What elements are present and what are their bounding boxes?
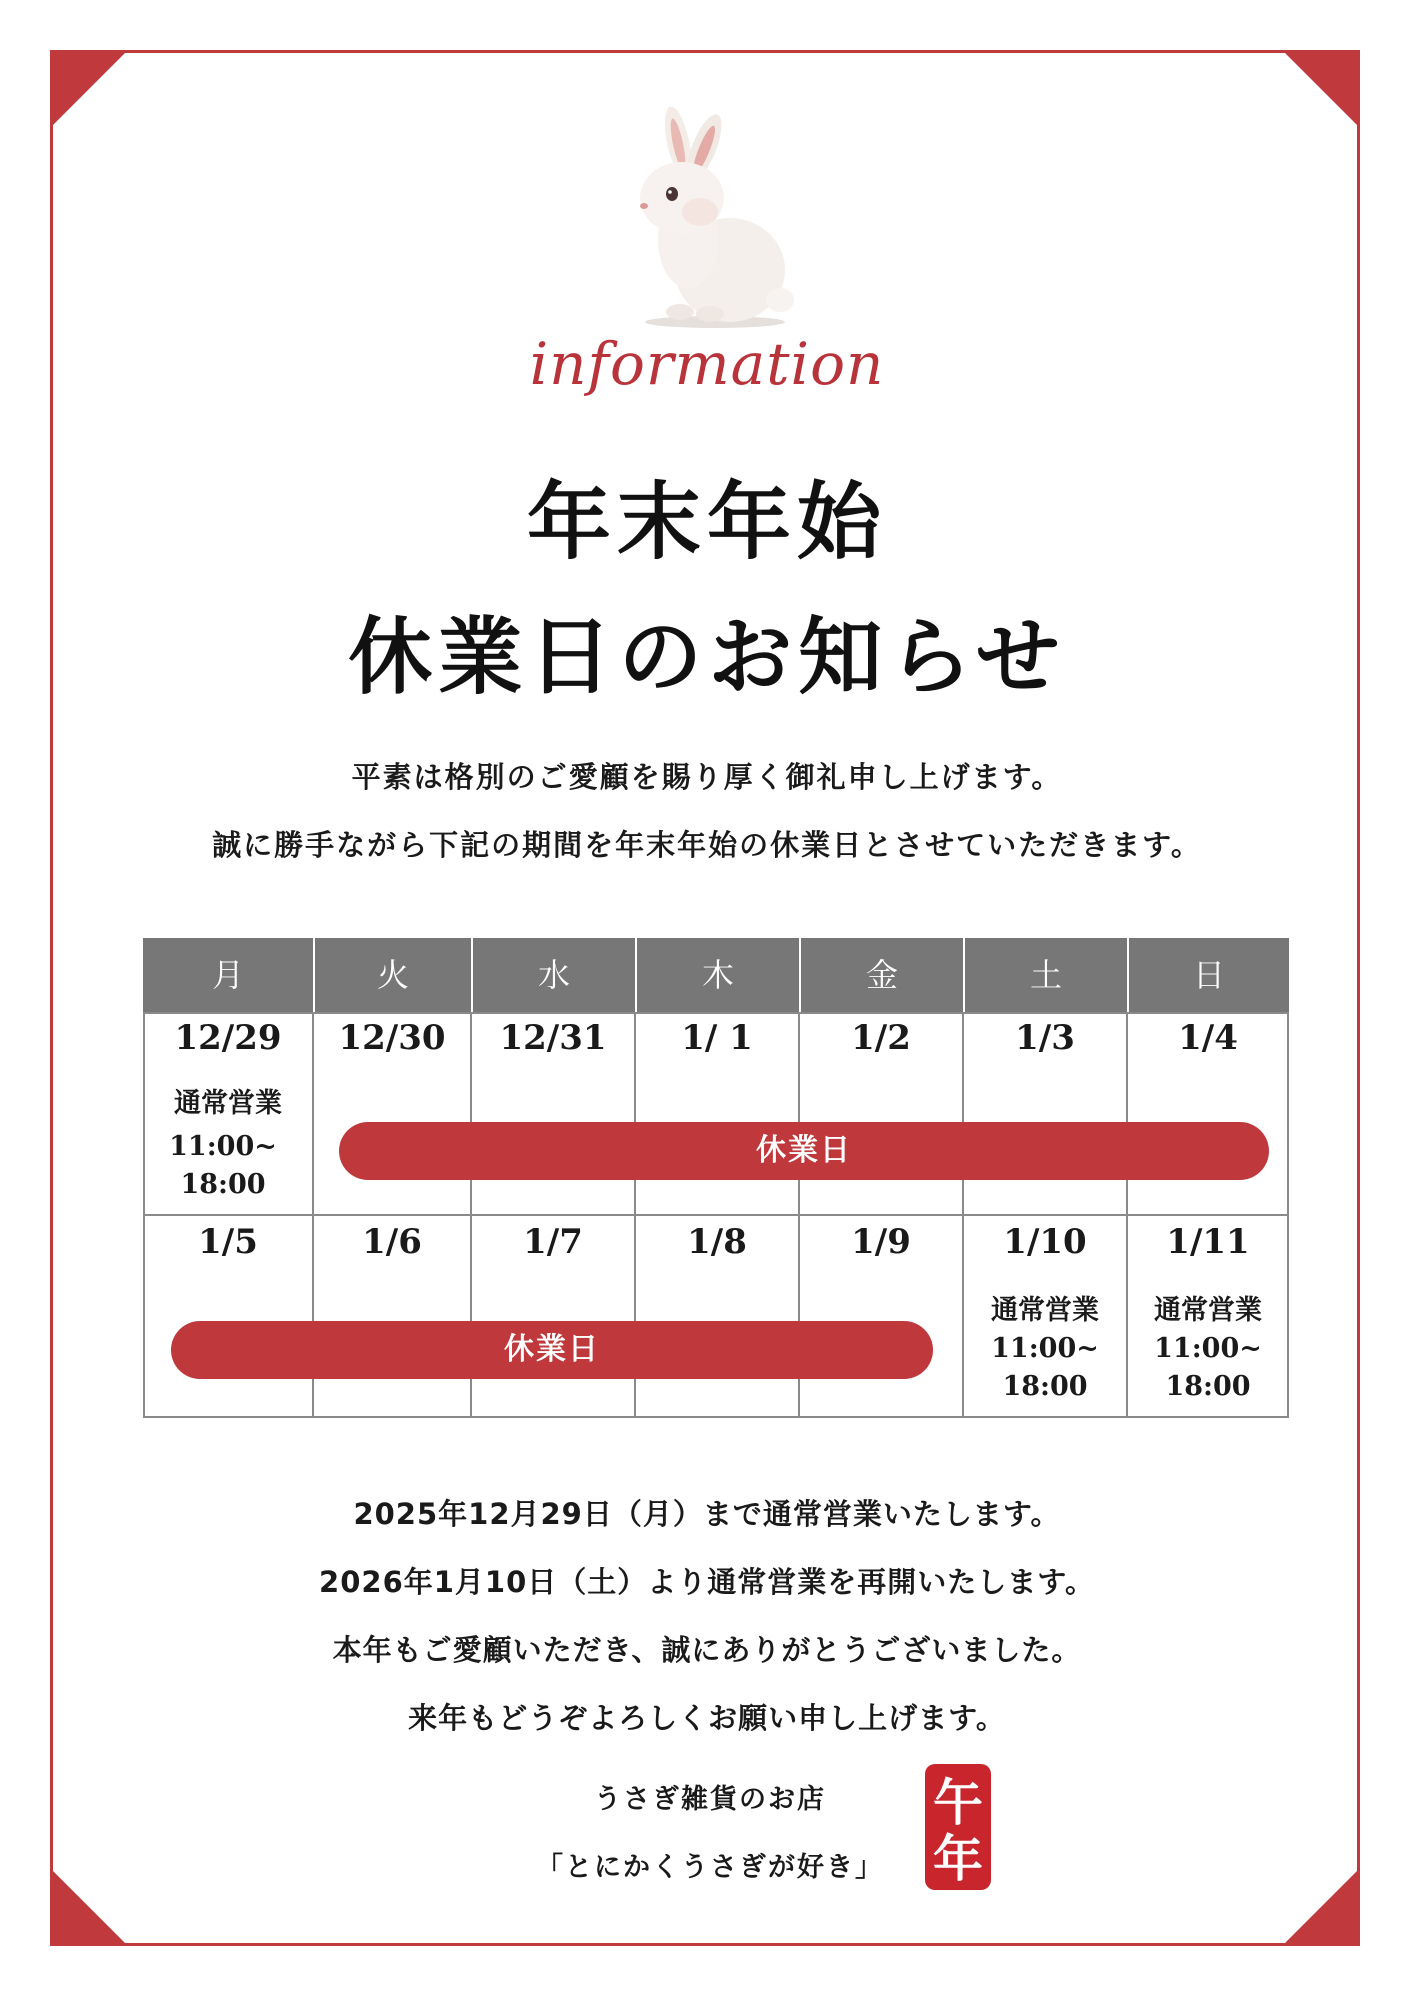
date-cell: 1/5: [198, 1222, 258, 1262]
weekday-wed: 水: [471, 938, 635, 1012]
closing-line2: 2026年1月10日（土）より通常営業を再開いたします。: [319, 1565, 1095, 1599]
zodiac-seal-stamp: [923, 1762, 993, 1892]
date-cell: 12/31: [499, 1018, 607, 1058]
weekday-header: [143, 938, 1289, 1012]
open-label-sun: 通常営業: [1154, 1295, 1262, 1326]
closing-line1: 2025年12月29日（月）まで通常営業いたします。: [353, 1497, 1061, 1531]
page-title-line2: 休業日のお知らせ: [348, 608, 1066, 706]
weekday-sun: 日: [1127, 938, 1289, 1012]
corner-ornament-top-left: [50, 50, 128, 128]
weekday-mon: 月: [211, 956, 244, 994]
shop-name-line2: 「とにかくうさぎが好き」: [536, 1852, 884, 1883]
intro-line2: 誠に勝手ながら下記の期間を年末年始の休業日とさせていただきます。: [212, 828, 1202, 862]
open-time-sun-end: 18:00: [1165, 1371, 1251, 1402]
information-label: information: [529, 330, 885, 398]
date-cell: 12/30: [338, 1018, 446, 1058]
date-cell: 1/11: [1166, 1222, 1250, 1262]
open-time-sat-start: 11:00~: [991, 1333, 1099, 1364]
closing-line4: 来年もどうぞよろしくお願い申し上げます。: [408, 1701, 1006, 1735]
holiday-calendar: [143, 938, 1289, 1418]
corner-ornament-bottom-left: [50, 1868, 128, 1946]
date-cell: 1/4: [1178, 1018, 1238, 1058]
corner-ornament-top-right: [1282, 50, 1360, 128]
date-cell: 1/10: [1003, 1222, 1087, 1262]
intro-line1: 平素は格別のご愛顧を賜り厚く御礼申し上げます。: [351, 760, 1063, 794]
svg-text:年: 年: [933, 1830, 983, 1888]
closed-period-bar-2: 休業日: [171, 1321, 933, 1379]
svg-text:午: 午: [933, 1774, 983, 1832]
date-cell: 12/29: [174, 1018, 282, 1058]
rabbit-illustration: [620, 100, 800, 330]
open-time-mon-start: 11:00~: [169, 1131, 277, 1162]
week-divider: [143, 1214, 1289, 1216]
corner-ornament-bottom-right: [1282, 1868, 1360, 1946]
closing-line3: 本年もご愛顧いただき、誠にありがとうございました。: [332, 1633, 1082, 1667]
open-time-sun-start: 11:00~: [1154, 1333, 1262, 1364]
date-cell: 1/6: [362, 1222, 422, 1262]
page-title-line1: 年末年始: [526, 473, 887, 571]
date-cell: 1/ 1: [681, 1018, 753, 1058]
shop-name-line1: うさぎ雑貨のお店: [594, 1784, 826, 1815]
date-cell: 1/8: [687, 1222, 747, 1262]
closed-period-bar-1: 休業日: [339, 1122, 1269, 1180]
weekday-thu: 木: [635, 938, 799, 1012]
weekday-fri: 金: [799, 938, 963, 1012]
open-time-mon-end: 18:00: [180, 1169, 266, 1200]
date-cell: 1/3: [1015, 1018, 1075, 1058]
date-cell: 1/2: [851, 1018, 911, 1058]
open-label-sat: 通常営業: [991, 1295, 1099, 1326]
weekday-sat: 土: [963, 938, 1127, 1012]
open-time-sat-end: 18:00: [1002, 1371, 1088, 1402]
date-cell: 1/7: [523, 1222, 583, 1262]
weekday-tue: 火: [313, 938, 471, 1012]
date-cell: 1/9: [851, 1222, 911, 1262]
open-label-mon: 通常営業: [174, 1088, 282, 1119]
